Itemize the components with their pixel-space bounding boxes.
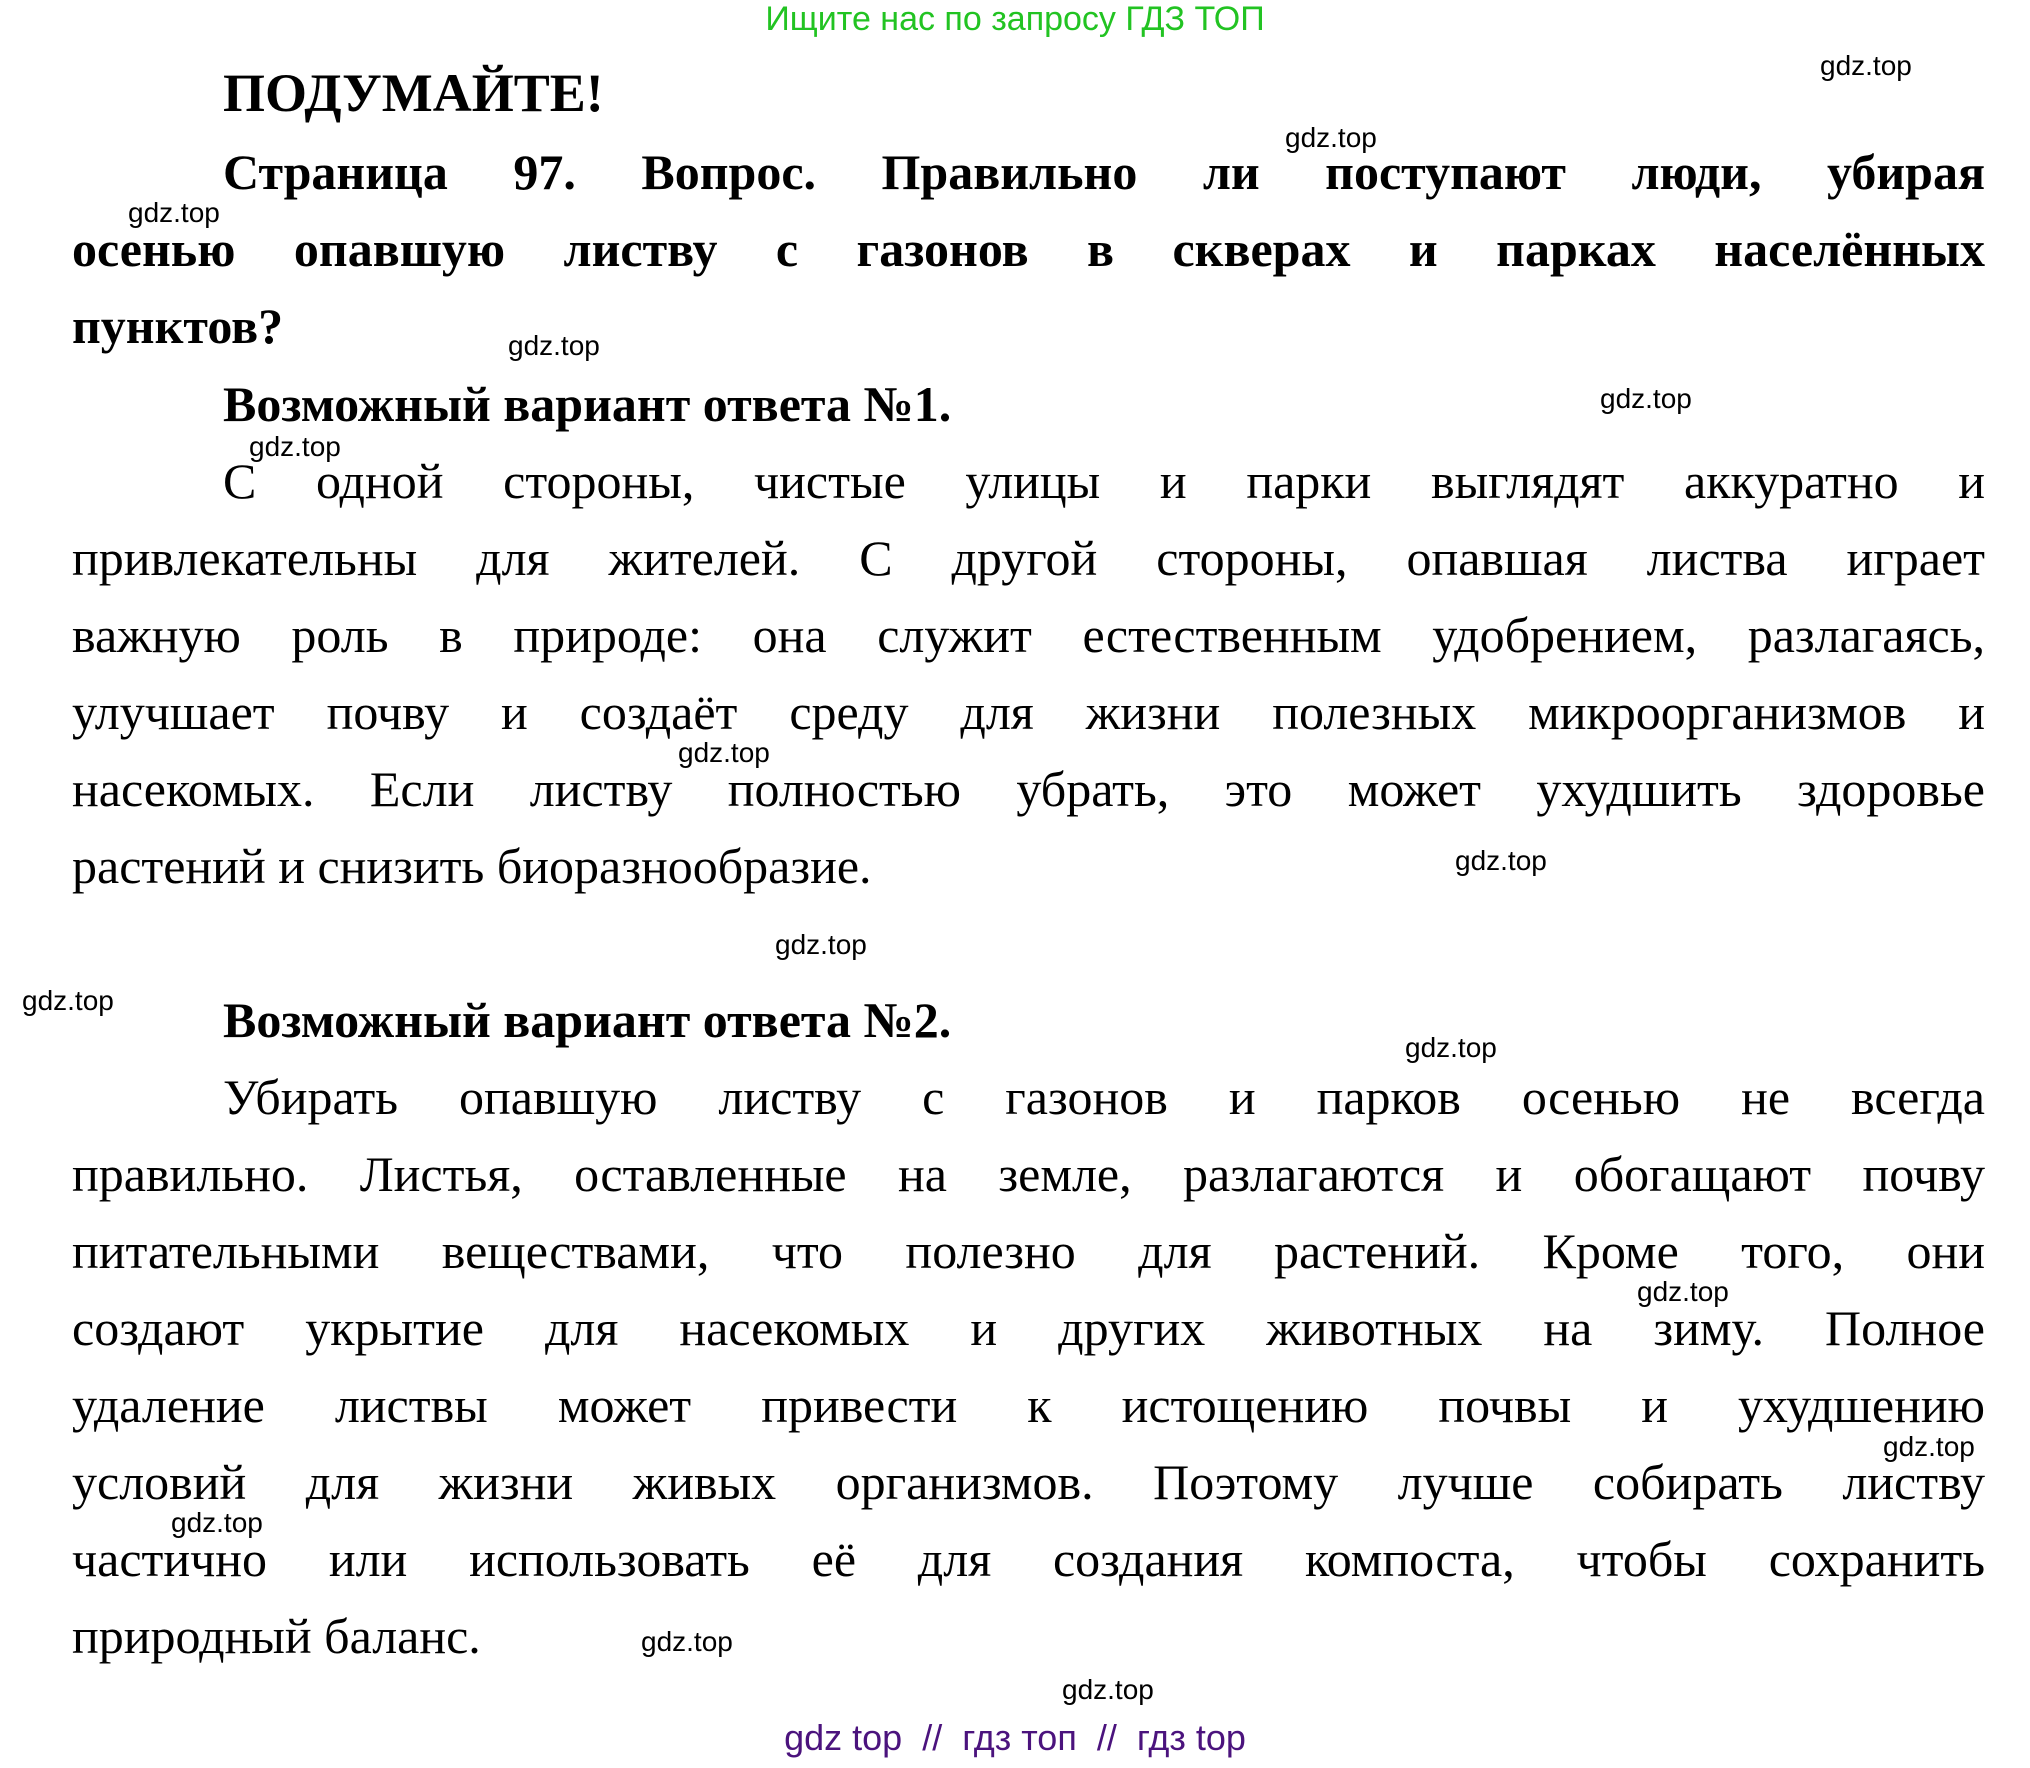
body-line: правильно. Листья, оставленные на земле, разлагаются и обогащают почву: [72, 1146, 1985, 1202]
body-line: насекомых. Если листву полностью убрать, это может ухудшить здоровье: [72, 761, 1985, 817]
question-line: осенью опавшую листву с газонов в скверах и парках населённых: [72, 221, 1985, 277]
watermark: gdz.top: [1062, 1674, 1154, 1705]
watermark: gdz.top: [1285, 122, 1377, 153]
watermark: gdz.top: [775, 929, 867, 960]
body-line: создают укрытие для насекомых и других животных на зиму. Полное: [72, 1300, 1985, 1356]
body-line: природный баланс.: [72, 1608, 481, 1664]
body-line: привлекательны для жителей. С другой стороны, опавшая листва играет: [72, 530, 1985, 586]
watermark: gdz.top: [1883, 1431, 1975, 1462]
watermark: gdz.top: [171, 1507, 263, 1538]
question-line: пунктов?: [72, 298, 284, 354]
variant1-body: [72, 443, 1985, 905]
question: [72, 134, 1985, 365]
body-line: удаление листвы может привести к истощению почвы и ухудшению: [72, 1377, 1985, 1433]
body-line: растений и снизить биоразнообразие.: [72, 838, 872, 894]
watermark: gdz.top: [678, 737, 770, 768]
watermark: gdz.top: [508, 330, 600, 361]
variant1-heading: Возможный вариант ответа №1.: [223, 376, 952, 432]
watermark: gdz.top: [1637, 1276, 1729, 1307]
body-line: питательными веществами, что полезно для растений. Кроме того, они: [72, 1223, 1985, 1279]
variant2-heading: Возможный вариант ответа №2.: [223, 992, 952, 1048]
body-line: частично или использовать её для создания компоста, чтобы сохранить: [72, 1531, 1985, 1587]
body-line: С одной стороны, чистые улицы и парки выглядят аккуратно и: [223, 453, 1985, 509]
question-line: Страница 97. Вопрос. Правильно ли поступают люди, убирая: [223, 144, 1985, 200]
body-line: Убирать опавшую листву с газонов и парков осенью не всегда: [223, 1069, 1985, 1125]
watermark: gdz.top: [128, 197, 220, 228]
body-line: условий для жизни живых организмов. Поэтому лучше собирать листву: [72, 1454, 1985, 1510]
body-line: улучшает почву и создаёт среду для жизни полезных микроорганизмов и: [72, 684, 1985, 740]
footer-links: gdz top // гдз топ // гдз top: [784, 1717, 1246, 1758]
page-title: ПОДУМАЙТЕ!: [223, 63, 604, 123]
variant2-body: [72, 1059, 1985, 1675]
watermark: gdz.top: [1405, 1032, 1497, 1063]
watermark: gdz.top: [1600, 383, 1692, 414]
watermark: gdz.top: [22, 985, 114, 1016]
watermark: gdz.top: [1455, 845, 1547, 876]
top-banner: Ищите нас по запросу ГДЗ ТОП: [765, 0, 1265, 38]
watermark: gdz.top: [641, 1626, 733, 1657]
body-line: важную роль в природе: она служит естественным удобрением, разлагаясь,: [72, 607, 1985, 663]
watermark: gdz.top: [1820, 50, 1912, 81]
watermark: gdz.top: [249, 431, 341, 462]
